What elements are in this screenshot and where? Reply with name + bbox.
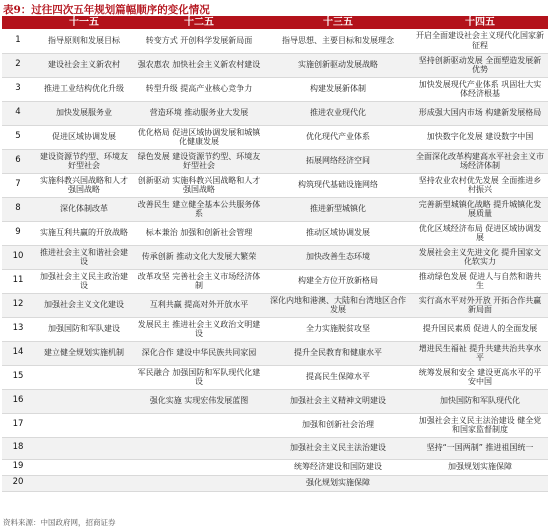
cell-11th [34,389,134,413]
cell-11th: 建设资源节约型、环境友好型社会 [34,149,134,173]
cell-12th: 深化合作 建设中华民族共同家园 [134,341,264,365]
table-row [2,245,548,269]
table-row [2,125,548,149]
cell-14th: 优化区域经济布局 促进区域协调发展 [412,221,548,245]
cell-12th: 强化实施 实现宏伟发展蓝图 [134,389,264,413]
cell-11th: 建设社会主义新农村 [34,53,134,77]
cell-12th: 绿色发展 建设资源节约型、环境友好型社会 [134,149,264,173]
cell-13th: 拓展网络经济空间 [264,149,412,173]
cell-11th: 建立健全规划实施机制 [34,341,134,365]
cell-12th [134,413,264,437]
cell-13th: 全力实施脱贫攻坚 [264,317,412,341]
table-caption: 表9：过往四次五年规划篇幅顺序的变化情况 [3,4,210,16]
cell-13th: 提高民生保障水平 [264,365,412,389]
table-row [2,293,548,317]
row-number: 16 [2,389,34,413]
cell-14th [412,475,548,491]
header-index [2,16,34,29]
cell-14th: 增进民生福祉 提升共建共治共享水平 [412,341,548,365]
cell-14th: 统筹发展和安全 建设更高水平的平安中国 [412,365,548,389]
cell-12th: 军民融合 加强国防和军队现代化建设 [134,365,264,389]
row-number: 13 [2,317,34,341]
cell-13th: 构筑现代基础设施网络 [264,173,412,197]
cell-14th: 发展社会主义先进文化 提升国家文化软实力 [412,245,548,269]
cell-11th: 指导原则和发展目标 [34,29,134,53]
table-body [2,29,548,491]
cell-13th: 实施创新驱动发展战略 [264,53,412,77]
row-number: 17 [2,413,34,437]
row-number: 14 [2,341,34,365]
header-11th: 十一五 [34,16,134,29]
table-row [2,149,548,173]
cell-11th [34,475,134,491]
cell-13th: 推进农业现代化 [264,101,412,125]
cell-11th: 加快发展服务业 [34,101,134,125]
table-row [2,341,548,365]
header-12th: 十二五 [134,16,264,29]
cell-13th: 推进新型城镇化 [264,197,412,221]
table-row [2,269,548,293]
cell-12th: 标本兼治 加强和创新社会管理 [134,221,264,245]
cell-13th: 优化现代产业体系 [264,125,412,149]
cell-13th: 构建发展新体制 [264,77,412,101]
row-number: 5 [2,125,34,149]
cell-14th: 加快国防和军队现代化 [412,389,548,413]
row-number: 7 [2,173,34,197]
row-number: 20 [2,475,34,491]
row-number: 6 [2,149,34,173]
table-row [2,459,548,475]
cell-13th: 构建全方位开放新格局 [264,269,412,293]
cell-11th [34,459,134,475]
header-13th: 十三五 [264,16,412,29]
cell-12th: 优化格局 促进区域协调发展和城镇化健康发展 [134,125,264,149]
row-number: 9 [2,221,34,245]
row-number: 19 [2,459,34,475]
cell-11th: 加强社会主义民主政治建设 [34,269,134,293]
row-number: 8 [2,197,34,221]
table-row [2,29,548,53]
cell-14th: 开启全面建设社会主义现代化国家新征程 [412,29,548,53]
table-row [2,173,548,197]
table-row [2,317,548,341]
cell-14th: 形成强大国内市场 构建新发展格局 [412,101,548,125]
cell-11th [34,437,134,459]
cell-14th: 完善新型城镇化战略 提升城镇化发展质量 [412,197,548,221]
cell-12th: 强农惠农 加快社会主义新农村建设 [134,53,264,77]
row-number: 18 [2,437,34,459]
cell-11th: 深化体制改革 [34,197,134,221]
cell-12th [134,475,264,491]
table-row [2,389,548,413]
table-row [2,53,548,77]
cell-13th: 加强社会主义精神文明建设 [264,389,412,413]
cell-11th: 加强国防和军队建设 [34,317,134,341]
source-note: 资料来源：中国政府网，招商证券 [3,518,116,527]
header-14th: 十四五 [412,16,548,29]
cell-14th: 提升国民素质 促进人的全面发展 [412,317,548,341]
cell-13th: 提升全民教育和健康水平 [264,341,412,365]
row-number: 11 [2,269,34,293]
row-number: 3 [2,77,34,101]
cell-12th: 互利共赢 提高对外开放水平 [134,293,264,317]
cell-12th: 创新驱动 实施科教兴国战略和人才强国战略 [134,173,264,197]
cell-13th: 加强和创新社会治理 [264,413,412,437]
cell-12th: 营造环境 推动服务业大发展 [134,101,264,125]
cell-13th: 深化内地和港澳、大陆和台湾地区合作发展 [264,293,412,317]
cell-11th [34,365,134,389]
cell-11th: 实施互利共赢的开放战略 [34,221,134,245]
cell-12th: 转型升级 提高产业核心竞争力 [134,77,264,101]
cell-12th: 改革攻坚 完善社会主义市场经济体制 [134,269,264,293]
table-row [2,197,548,221]
cell-13th: 强化规划实施保障 [264,475,412,491]
row-number: 2 [2,53,34,77]
cell-11th: 推进社会主义和谐社会建设 [34,245,134,269]
cell-13th: 指导思想、主要目标和发展理念 [264,29,412,53]
cell-14th: 加快发展现代产业体系 巩固壮大实体经济根基 [412,77,548,101]
cell-11th: 加强社会主义文化建设 [34,293,134,317]
cell-13th: 统筹经济建设和国防建设 [264,459,412,475]
cell-14th: 实行高水平对外开放 开拓合作共赢新局面 [412,293,548,317]
cell-12th: 传承创新 推动文化大发展大繁荣 [134,245,264,269]
cell-12th: 发展民主 推进社会主义政治文明建设 [134,317,264,341]
cell-11th: 实施科教兴国战略和人才强国战略 [34,173,134,197]
cell-14th: 加快数字化发展 建设数字中国 [412,125,548,149]
table-row [2,413,548,437]
row-number: 10 [2,245,34,269]
table-row [2,221,548,245]
table-header-row [2,16,548,29]
cell-12th: 改善民生 建立健全基本公共服务体系 [134,197,264,221]
plan-comparison-table [2,16,548,492]
row-number: 1 [2,29,34,53]
table-row [2,101,548,125]
cell-12th [134,437,264,459]
cell-14th: 坚持农业农村优先发展 全面推进乡村振兴 [412,173,548,197]
cell-11th [34,413,134,437]
cell-14th: 全面深化改革构建高水平社会主义市场经济体制 [412,149,548,173]
table-row [2,475,548,491]
cell-14th: 加强社会主义民主法治建设 健全党和国家监督制度 [412,413,548,437]
cell-13th: 推动区域协调发展 [264,221,412,245]
cell-12th: 转变方式 开创科学发展新局面 [134,29,264,53]
row-number: 15 [2,365,34,389]
cell-14th: 坚持“一国两制” 推进祖国统一 [412,437,548,459]
cell-11th: 促进区域协调发展 [34,125,134,149]
row-number: 12 [2,293,34,317]
cell-13th: 加快改善生态环境 [264,245,412,269]
cell-14th: 推动绿色发展 促进人与自然和谐共生 [412,269,548,293]
table-row [2,437,548,459]
table-row [2,365,548,389]
cell-12th [134,459,264,475]
table-row [2,77,548,101]
cell-14th: 坚持创新驱动发展 全面塑造发展新优势 [412,53,548,77]
cell-13th: 加强社会主义民主法治建设 [264,437,412,459]
cell-11th: 推进工业结构优化升级 [34,77,134,101]
cell-14th: 加强规划实施保障 [412,459,548,475]
row-number: 4 [2,101,34,125]
